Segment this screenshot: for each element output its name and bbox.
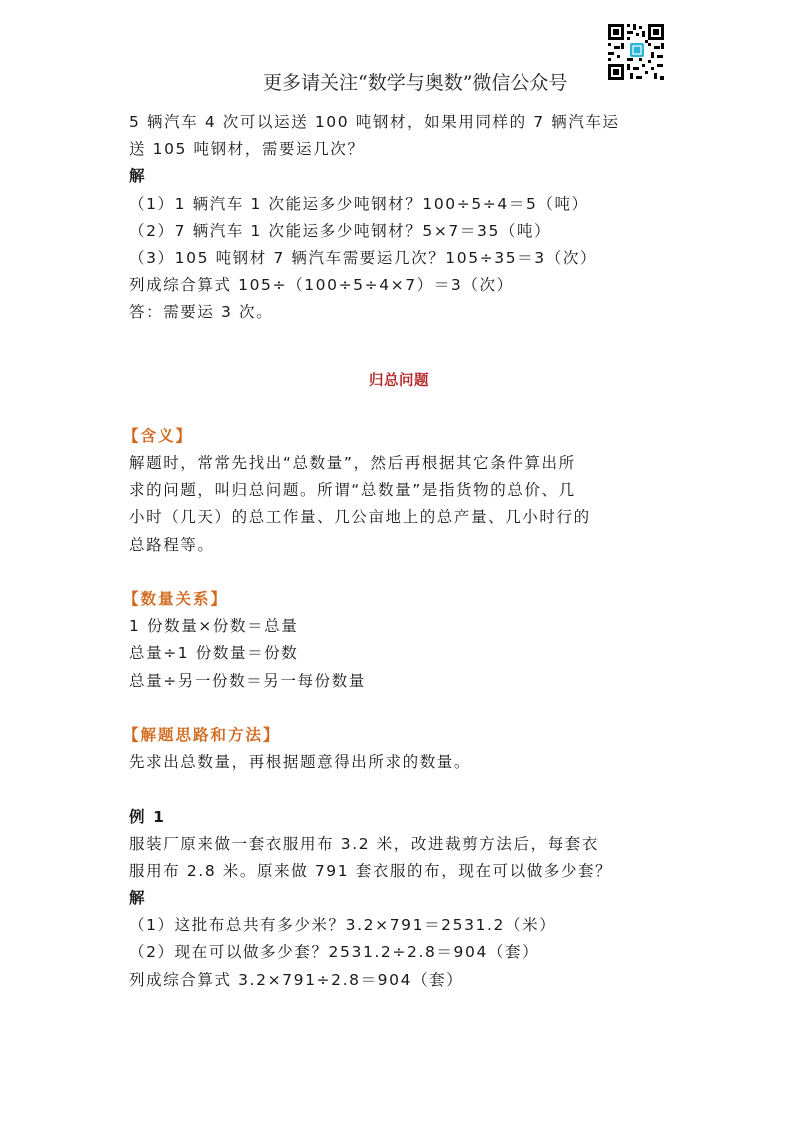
example-combined-formula: 列成综合算式 3.2×791÷2.8＝904（套） xyxy=(129,970,464,989)
section-title: 归总问题 xyxy=(369,372,429,389)
example-solution-label: 解 xyxy=(129,889,147,908)
example-step: （1）这批布总共有多少米？3.2×791＝2531.2（米） xyxy=(129,916,557,935)
relation-heading: 【数量关系】 xyxy=(123,590,229,608)
example-text-line: 服装厂原来做一套衣服用布 3.2 米，改进裁剪方法后，每套衣 xyxy=(129,834,600,853)
meaning-text-line: 解题时，常常先找出“总数量”，然后再根据其它条件算出所 xyxy=(129,454,576,473)
problem-text-line: 5 辆汽车 4 次可以运送 100 吨钢材，如果用同样的 7 辆汽车运 xyxy=(129,113,620,131)
relation-line: 总量÷1 份数量＝份数 xyxy=(129,644,299,663)
combined-formula: 列成综合算式 105÷（100÷5÷4×7）＝3（次） xyxy=(129,276,514,295)
relation-line: 总量÷另一份数＝另一每份数量 xyxy=(129,671,366,690)
meaning-text-line: 求的问题，叫归总问题。所谓“总数量”是指货物的总价、几 xyxy=(129,481,576,500)
page-content xyxy=(123,109,669,994)
answer-line: 答：需要运 3 次。 xyxy=(129,303,274,322)
problem-text-line: 送 105 吨钢材，需要运几次？ xyxy=(129,140,365,159)
example-step: （2）现在可以做多少套？2531.2÷2.8＝904（套） xyxy=(129,943,540,962)
example-text-line: 服用布 2.8 米。原来做 791 套衣服的布，现在可以做多少套？ xyxy=(129,861,613,880)
solution-label: 解 xyxy=(129,167,147,186)
wechat-promo-header: 更多请关注“数学与奥数”微信公众号 xyxy=(263,72,568,94)
method-line: 先求出总数量，再根据题意得出所求的数量。 xyxy=(129,753,472,772)
relation-line: 1 份数量×份数＝总量 xyxy=(129,617,299,636)
example-label: 例 1 xyxy=(129,807,166,826)
solution-step: （3）105 吨钢材 7 辆汽车需要运几次？105÷35＝3（次） xyxy=(129,248,598,267)
solution-step: （1）1 辆汽车 1 次能运多少吨钢材？100÷5÷4＝5（吨） xyxy=(129,194,589,213)
qr-code-icon xyxy=(606,22,666,82)
meaning-text-line: 总路程等。 xyxy=(129,535,215,554)
method-heading: 【解题思路和方法】 xyxy=(123,725,281,744)
solution-step: （2）7 辆汽车 1 次能运多少吨钢材？5×7＝35（吨） xyxy=(129,221,552,240)
meaning-text-line: 小时（几天）的总工作量、几公亩地上的总产量、几小时行的 xyxy=(129,508,591,527)
meaning-heading: 【含义】 xyxy=(123,426,194,445)
